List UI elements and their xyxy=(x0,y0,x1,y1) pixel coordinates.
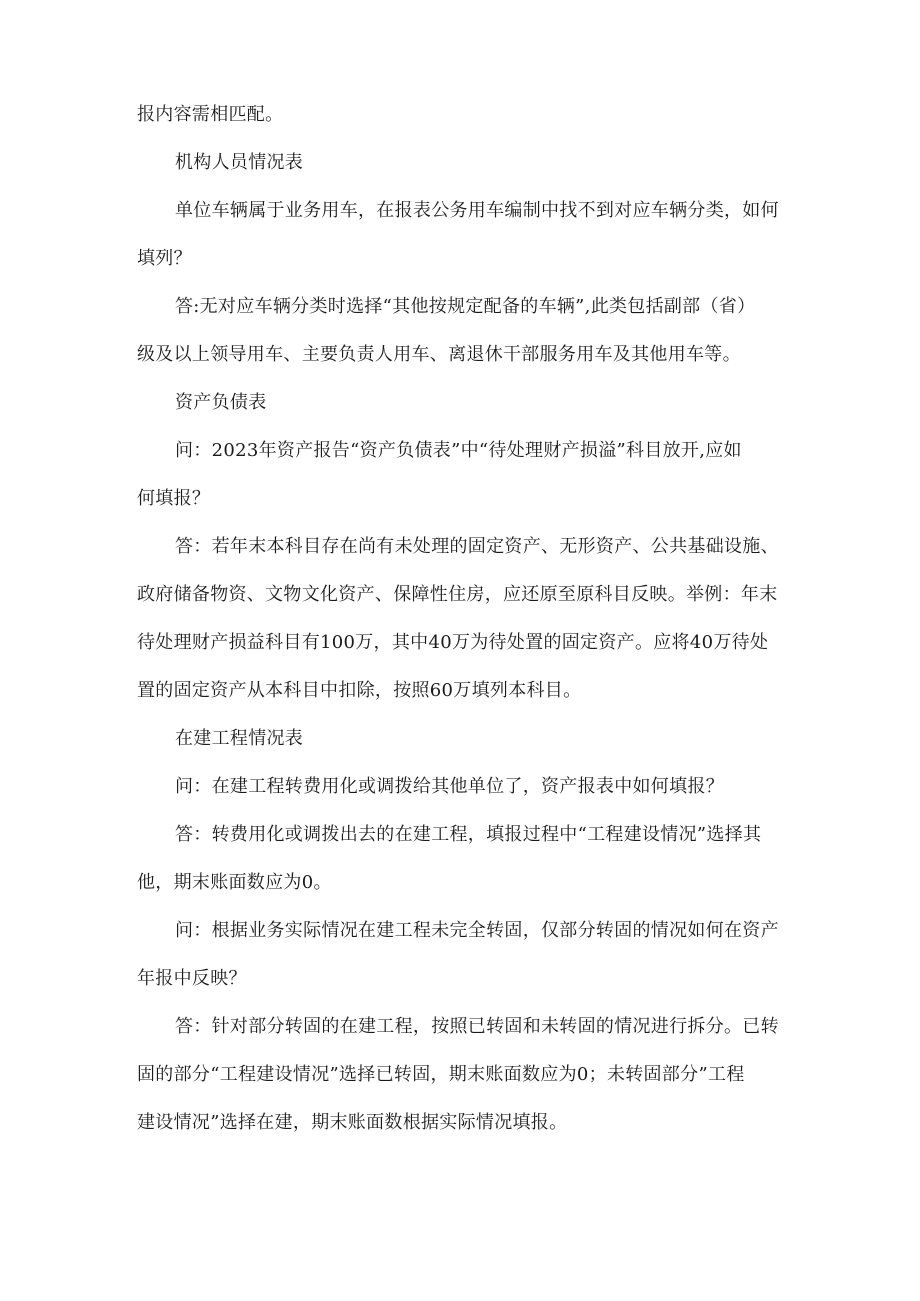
answer-line: 级及以上领导用车、主要负责人用车、离退休干部服务用车及其他用车等。 xyxy=(137,344,741,365)
answer-line: 答：针对部分转固的在建工程，按照已转固和未转固的情况进行拆分。已转 xyxy=(175,1016,779,1037)
answer-line: 答:无对应车辆分类时选择“其他按规定配备的车辆”,此类包括副部（省） xyxy=(175,296,756,317)
answer-line: 他，期末账面数应为0。 xyxy=(137,872,332,893)
question-line: 填列？ xyxy=(137,248,192,269)
answer-line: 置的固定资产从本科目中扣除，按照60万填列本科目。 xyxy=(137,680,582,701)
answer-line: 固的部分“工程建设情况”选择已转固，期末账面数应为0；未转固部分”工程 xyxy=(137,1064,745,1085)
answer-line: 政府储备物资、文物文化资产、保障性住房，应还原至原科目反映。举例：年末 xyxy=(137,584,778,605)
question-line: 单位车辆属于业务用车，在报表公务用车编制中找不到对应车辆分类，如何 xyxy=(175,200,779,221)
question-line: 何填报？ xyxy=(137,488,211,509)
question-line: 年报中反映？ xyxy=(137,968,247,989)
answer-line: 建设情况”选择在建，期末账面数根据实际情况填报。 xyxy=(137,1112,568,1133)
question-line: 问：在建工程转费用化或调拨给其他单位了，资产报表中如何填报？ xyxy=(175,776,724,797)
question-line: 问：根据业务实际情况在建工程未完全转固，仅部分转固的情况如何在资产 xyxy=(175,920,779,941)
answer-line: 答：若年末本科目存在尚有未处理的固定资产、无形资产、公共基础设施、 xyxy=(175,536,779,557)
section-heading: 在建工程情况表 xyxy=(175,728,304,749)
section-heading: 机构人员情况表 xyxy=(175,152,304,173)
question-line: 问：2023年资产报告“资产负债表”中“待处理财产损溢”科目放开,应如 xyxy=(175,440,742,461)
answer-line: 待处理财产损益科目有100万，其中40万为待处置的固定资产。应将40万待处 xyxy=(137,632,769,653)
section-heading: 资产负债表 xyxy=(175,392,267,413)
answer-line: 答：转费用化或调拨出去的在建工程，填报过程中“工程建设情况”选择其 xyxy=(175,824,762,845)
paragraph-line: 报内容需相匹配。 xyxy=(137,104,284,125)
